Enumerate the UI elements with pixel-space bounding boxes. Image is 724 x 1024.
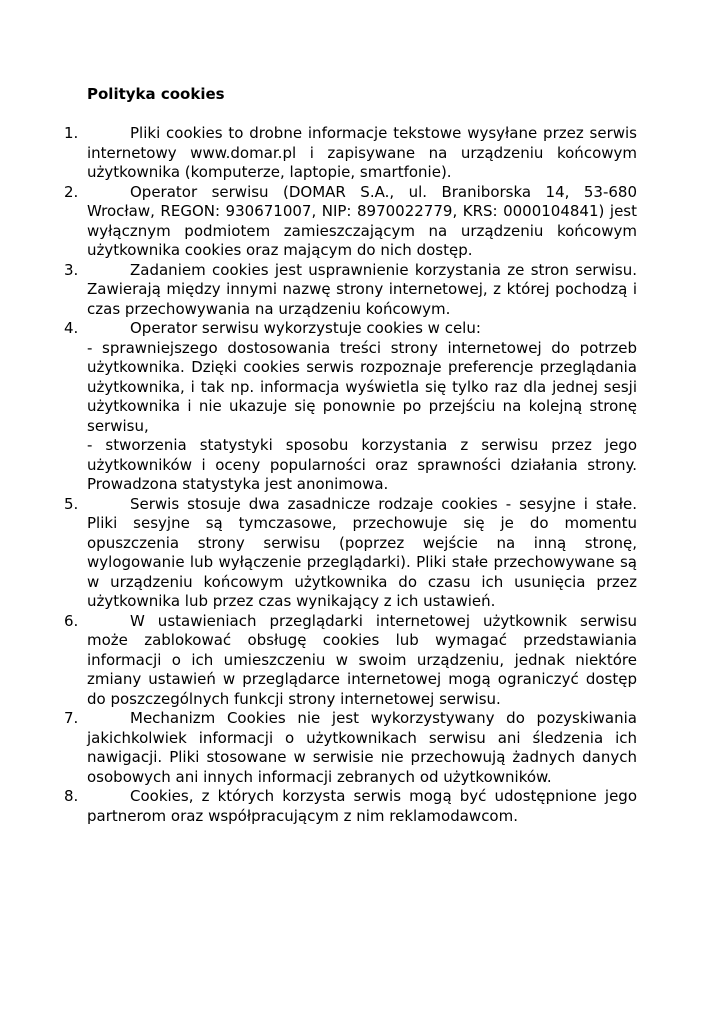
item-text: Mechanizm Cookies nie jest wykorzystywany do pozyskiwania jakichkolwiek informacji o użytkownikach serwisu ani śledzenia ich nawigacji. Pliki stosowane w serwisie nie przechowują żadnych danych osobowych ani innych informacji zebranych od użytkowników. [87,709,637,786]
item-number: 3. [64,260,79,279]
list-item-4 [0,319,637,495]
item-text: Operator serwisu (DOMAR S.A., ul. Braniborska 14, 53-680 Wrocław, REGON: 930671007, NIP: 8970022779, KRS: 0000104841) jest wyłącznym podmiotem zamieszczającym na urządzeniu końcowym użytkownika cookies oraz mającym do nich dostęp. [87,182,637,259]
list-item-3 [0,261,637,320]
item-subpoint: - stworzenia statystyki sposobu korzystania z serwisu przez jego użytkowników i oceny popularności oraz sprawności działania strony. Prowadzona statystyka jest anonimowa. [87,436,637,493]
list-item-8 [0,787,637,826]
list-item-7 [0,709,637,787]
item-text: Serwis stosuje dwa zasadnicze rodzaje cookies - sesyjne i stałe. Pliki sesyjne są tymczasowe, przechowuje się je do momentu opuszczenia strony serwisu (poprzez wejście na inną stronę, wylogowanie lub wyłączenie przeglądarki). Pliki stałe przechowywane są w urządzeniu końcowym użytkownika do czasu ich usunięcia przez użytkownika lub przez czas wynikający z ich ustawień. [87,494,637,610]
item-number: 7. [64,709,79,727]
list-item-5 [0,495,637,612]
policy-list [0,124,724,826]
item-number: 8. [64,787,79,805]
item-number: 2. [64,182,79,201]
document-title: Polityka cookies [87,85,225,103]
list-item-1 [0,124,637,183]
item-text: Cookies, z których korzysta serwis mogą być udostępnione jego partnerom oraz współpracującym z nim reklamodawcom. [87,787,637,825]
item-text: Operator serwisu wykorzystuje cookies w celu: [130,319,481,337]
item-text: W ustawieniach przeglądarki internetowej użytkownik serwisu może zablokować obsługę cookies lub wymagać przedstawiania informacji o ich umieszczeniu w swoim urządzeniu, jednak niektóre zmiany ustawień w przeglądarce internetowej mogą ograniczyć dostęp do poszczególnych funkcji strony internetowej serwisu. [87,611,637,708]
item-number: 5. [64,494,79,513]
item-text: Zadaniem cookies jest usprawnienie korzystania ze stron serwisu. Zawierają między innymi nazwę strony internetowej, z której pochodzą i czas przechowywania na urządzeniu końcowym. [87,260,637,318]
list-item-2 [0,183,637,261]
item-number: 1. [64,124,79,142]
item-text: Pliki cookies to drobne informacje tekstowe wysyłane przez serwis internetowy www.domar.pl i zapisywane na urządzeniu końcowym użytkownika (komputerze, laptopie, smartfonie). [87,124,637,181]
item-number: 6. [64,611,79,630]
item-number: 4. [64,319,79,337]
item-subpoint: - sprawniejszego dostosowania treści strony internetowej do potrzeb użytkownika. Dzięki cookies serwis rozpoznaje preferencje przeglądania użytkownika, i tak np. informacja wyświetla się tylko raz dla jednej sesji użytkownika i nie ukazuje się ponownie po przejściu na kolejną stronę serwisu, [87,338,637,435]
list-item-6 [0,612,637,710]
